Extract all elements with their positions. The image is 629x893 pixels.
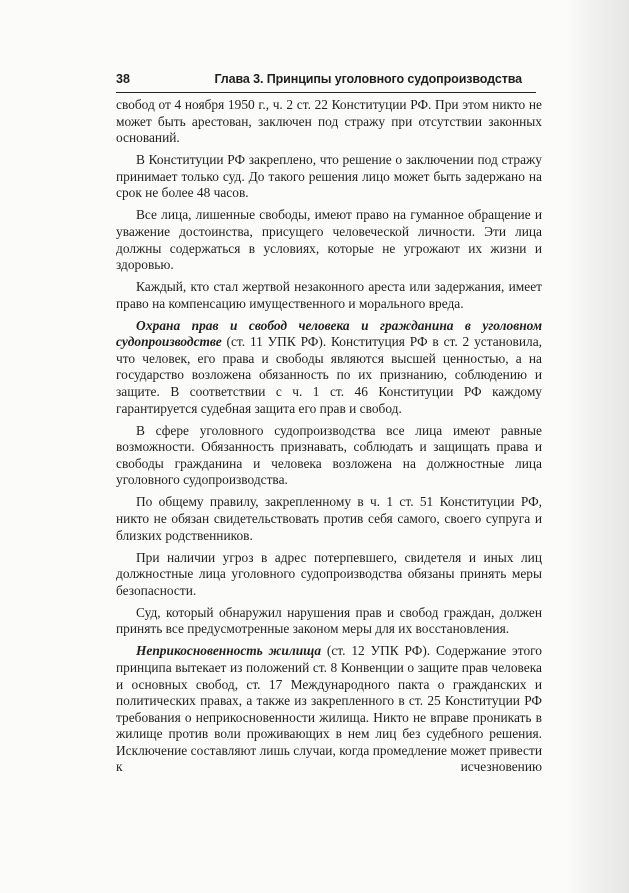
paragraph-text: При наличии угроз в адрес потерпевшего, свидетеля и иных лиц должностные лица уголовного судопроизводства обязаны принять меры безопасности. — [116, 549, 542, 598]
paragraph-9 — [116, 605, 542, 638]
paragraph-5 — [116, 318, 542, 418]
body-text — [116, 97, 542, 781]
paragraph-text: (ст. 11 УПК РФ). Конституция РФ в ст. 2 установила, что человек, его права и свободы являются высшей ценностью, а на государство возложена обязанность по их признанию, соблюдению и защите. В соответствии с ч. 1 ст. 46 Конституции РФ каждому гарантируется судебная защита его прав и свобод. — [116, 334, 542, 416]
paragraph-text: Суд, который обнаружил нарушения прав и свобод граждан, должен принять все предусмотренные законом меры для их восстановления. — [116, 604, 542, 637]
paragraph-7 — [116, 494, 542, 544]
paragraph-text: свобод от 4 ноября 1950 г., ч. 2 ст. 22 Конституции РФ. При этом никто не может быть арестован, заключен под стражу при отсутствии законных оснований. — [116, 97, 542, 146]
page-edge-shadow — [567, 0, 629, 893]
principle-term: Неприкосновенность жилища — [136, 643, 322, 659]
principle-term: Охрана прав и свобод человека и гражданина в уголовном судопроизводстве — [116, 317, 542, 350]
paragraph-text: Все лица, лишенные свободы, имеют право на гуманное обращение и уважение достоинства, присущего человеческой личности. Эти лица должны содержаться в условиях, которые не угрожают их жизни и здоровью. — [116, 207, 542, 273]
page-header — [116, 70, 536, 93]
paragraph-text: (ст. 12 УПК РФ). Содержание этого принципа вытекает из положений ст. 8 Конвенции о защите прав человека и основных свобод, ст. 17 Международного пакта о гражданских и политических правах, а также из закрепленного в ст. 25 Конституции РФ требования о неприкосновенности жилища. Никто не вправе проникать в жилище против воли проживающих в нем лиц без судебного решения. Исключение составляют лишь случаи, когда промедление может привести к исчезновению — [116, 643, 542, 775]
paragraph-text: В сфере уголовного судопроизводства все лица имеют равные возможности. Обязанность признавать, соблюдать и защищать права и свободы гражданина и человека возложена на должностные лица уголовного судопроизводства. — [116, 422, 542, 488]
paragraph-6 — [116, 423, 542, 489]
paragraph-text: По общему правилу, закрепленному в ч. 1 ст. 51 Конституции РФ, никто не обязан свидетельствовать против себя самого, своего супруга и близких родственников. — [116, 494, 542, 543]
paragraph-text: В Конституции РФ закреплено, что решение о заключении под стражу принимает только суд. До такого решения лицо может быть задержано на срок не более 48 часов. — [116, 152, 542, 201]
paragraph-2 — [116, 152, 542, 202]
paragraph-10 — [116, 643, 542, 776]
paragraph-text: Каждый, кто стал жертвой незаконного ареста или задержания, имеет право на компенсацию имущественного и морального вреда. — [116, 279, 542, 311]
running-title: Глава 3. Принципы уголовного судопроизводства — [214, 72, 522, 86]
paragraph-1 — [116, 97, 542, 147]
paragraph-8 — [116, 550, 542, 600]
page-number: 38 — [116, 72, 130, 86]
paragraph-3 — [116, 207, 542, 273]
paragraph-4 — [116, 279, 542, 312]
